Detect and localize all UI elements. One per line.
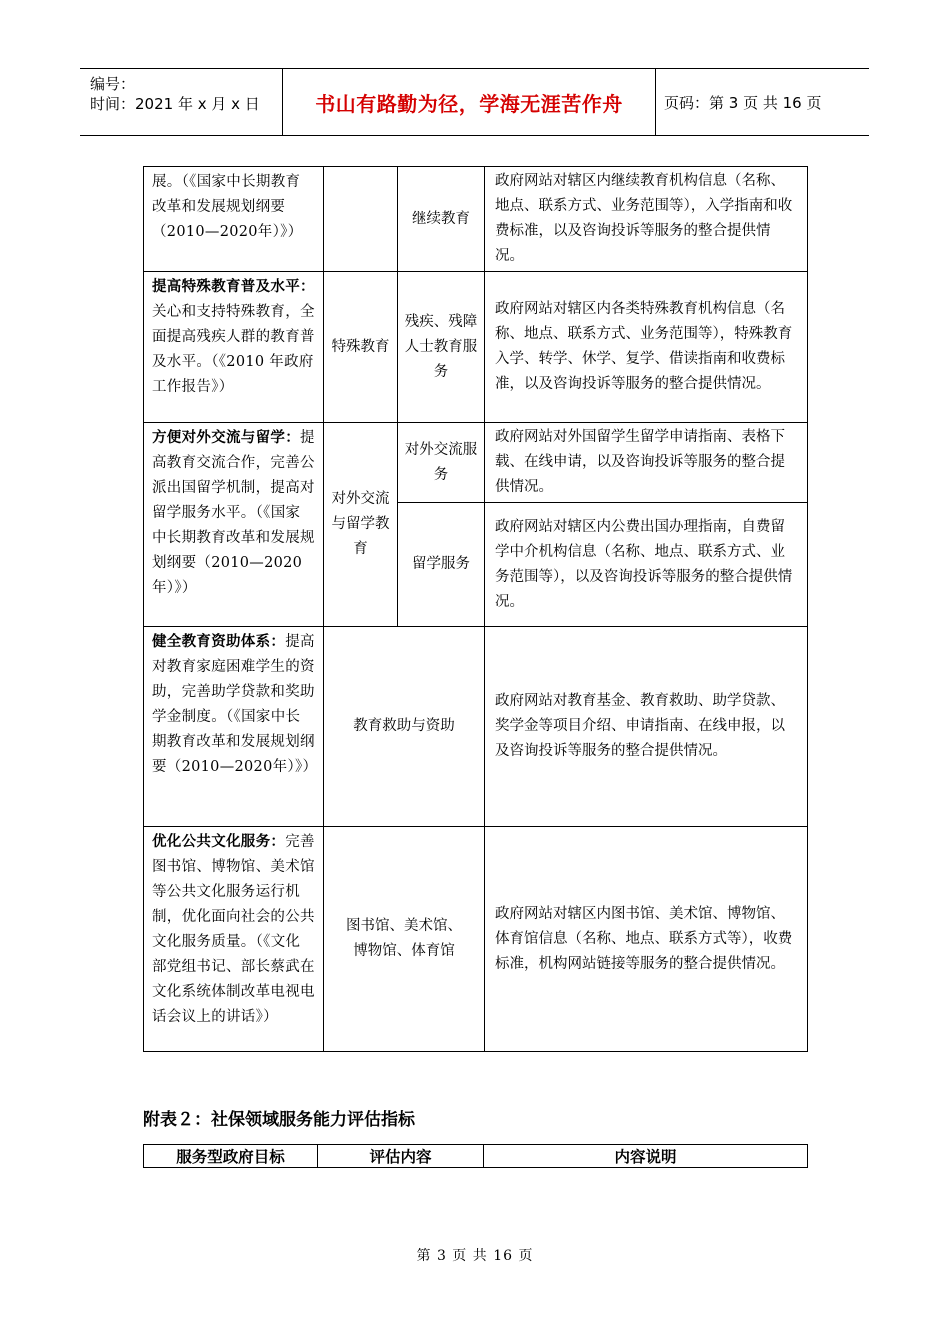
- category-cell: 教育救助与资助: [324, 627, 485, 827]
- category-cell: 对外交流与留学教育: [324, 423, 398, 627]
- item-cell: 留学服务: [398, 503, 485, 627]
- header-motto: 书山有路勤为径，学海无涯苦作舟: [283, 69, 656, 135]
- goal-text: 提高教育交流合作，完善公派出国留学机制，提高对留学服务水平。（《国家中长期教育改革和发展规划纲要（2010—2020年）》）: [152, 430, 315, 596]
- header-page-info: 页码：第 3 页 共 16 页: [664, 93, 822, 112]
- page-footer: 第 3 页 共 16 页: [416, 1248, 534, 1264]
- description-cell: 政府网站对辖区内各类特殊教育机构信息（名称、地点、联系方式、业务范围等），特殊教育入学、转学、休学、复学、借读指南和收费标准，以及咨询投诉等服务的整合提供情况。: [485, 272, 808, 423]
- goal-cell: [144, 827, 324, 1052]
- column-header: 服务型政府目标: [144, 1145, 318, 1168]
- goal-cell: [144, 167, 324, 272]
- description-cell: 政府网站对辖区内继续教育机构信息（名称、地点、联系方式、业务范围等），入学指南和收费标准，以及咨询投诉等服务的整合提供情况。: [485, 167, 808, 272]
- education-services-table: [143, 166, 808, 1052]
- table-row: [144, 167, 808, 272]
- goal-cell: [144, 272, 324, 423]
- column-header: 评估内容: [318, 1145, 484, 1168]
- appendix-title: 附表２：社保领域服务能力评估指标: [143, 1110, 415, 1130]
- item-cell: 继续教育: [398, 167, 485, 272]
- header-meta: [80, 69, 283, 135]
- number-label: 编号：: [90, 75, 136, 93]
- table-row: [144, 272, 808, 423]
- goal-text: 展。（《国家中长期教育改革和发展规划纲要（2010—2020年）》）: [152, 174, 303, 240]
- goal-cell: [144, 627, 324, 827]
- goal-cell: [144, 423, 324, 627]
- table-header-row: [144, 1145, 808, 1168]
- goal-title: 健全教育资助体系：: [152, 633, 286, 650]
- goal-text: 完善图书馆、博物馆、美术馆等公共文化服务运行机制，优化面向社会的公共文化服务质量。（《文化部党组书记、部长蔡武在文化系统体制改革电视电话会议上的讲话》）: [152, 834, 315, 1025]
- goal-text: 提高对教育家庭困难学生的资助，完善助学贷款和奖助学金制度。（《国家中长期教育改革和发展规划纲要（2010—2020年）》）: [152, 634, 318, 775]
- category-cell: [324, 167, 398, 272]
- goal-title: 提高特殊教育普及水平：: [152, 278, 315, 295]
- description-cell: 政府网站对辖区内公费出国办理指南，自费留学中介机构信息（名称、地点、联系方式、业务范围等），以及咨询投诉等服务的整合提供情况。: [485, 503, 808, 627]
- item-cell: 对外交流服务: [398, 423, 485, 503]
- description-cell: 政府网站对教育基金、教育救助、助学贷款、奖学金等项目介绍、申请指南、在线申报，以及咨询投诉等服务的整合提供情况。: [485, 627, 808, 827]
- table-row: [144, 827, 808, 1052]
- table-row: [144, 423, 808, 503]
- goal-title: 方便对外交流与留学：: [152, 429, 300, 446]
- table-row: [144, 627, 808, 827]
- column-header: 内容说明: [484, 1145, 808, 1168]
- category-cell: 特殊教育: [324, 272, 398, 423]
- page-header: [80, 68, 869, 136]
- goal-title: 优化公共文化服务：: [152, 833, 286, 850]
- social-security-table: [143, 1144, 808, 1168]
- date-label: 时间：2021 年 x 月 x 日: [90, 95, 260, 113]
- goal-text: 关心和支持特殊教育，全面提高残疾人群的教育普及水平。（《2010 年政府工作报告》）: [152, 304, 315, 395]
- description-cell: 政府网站对外国留学生留学申请指南、表格下载、在线申请，以及咨询投诉等服务的整合提供情况。: [485, 423, 808, 503]
- item-cell: 残疾、残障人士教育服务: [398, 272, 485, 423]
- description-cell: 政府网站对辖区内图书馆、美术馆、博物馆、体育馆信息（名称、地点、联系方式等），收费标准，机构网站链接等服务的整合提供情况。: [485, 827, 808, 1052]
- category-cell: 图书馆、美术馆、博物馆、体育馆: [324, 827, 485, 1052]
